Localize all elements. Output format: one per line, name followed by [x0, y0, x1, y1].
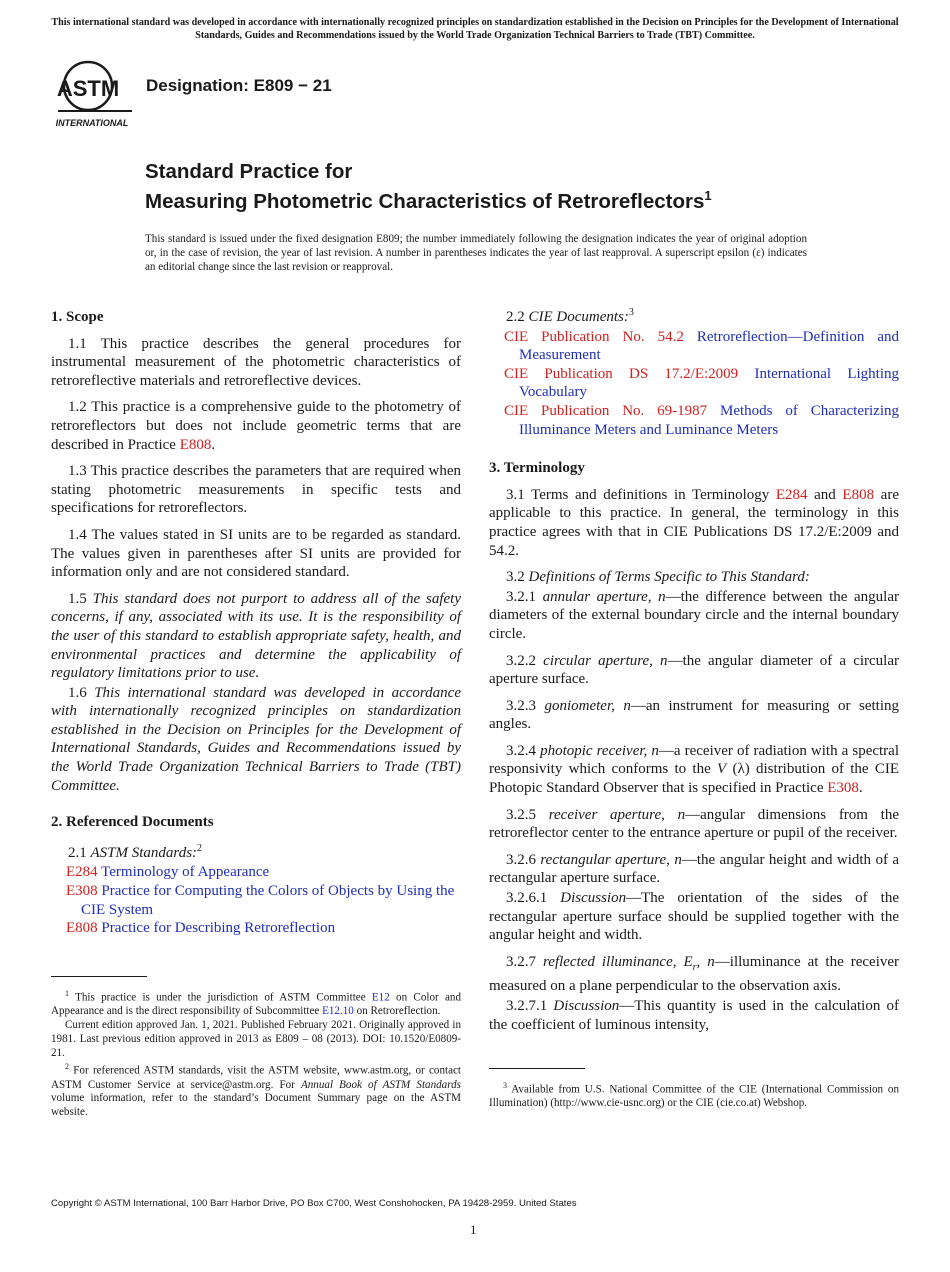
- text: volume information, refer to the standard’s Document Summary page on the ASTM website.: [51, 1092, 461, 1118]
- ref-title[interactable]: Practice for Computing the Colors of Objects by Using the CIE System: [81, 883, 455, 918]
- text: This standard does not purport to address all of the safety concerns, if any, associated with its use. It is the responsibility of the user of this standard to establish appropriate safety, health, and environmental practices and determine the applicability of regulatory limitations prior to use.: [51, 590, 462, 682]
- astm-standards-label: [51, 840, 461, 863]
- text: —illuminance at the receiver measured on a plane perpendicular to the observation axis.: [489, 953, 900, 995]
- num: 3.2.3: [506, 697, 545, 714]
- term: circular aperture, n: [543, 652, 668, 669]
- definition-3-2-7-1: [489, 997, 899, 1034]
- reference-item: [66, 882, 461, 919]
- reference-item: [504, 365, 899, 402]
- text: This international standard was developed in accordance with internationally recognized principles on standardization established in the Decision on Principles for the Development of International Standards, Guides and Recommendations issued by the World Trade Organization Technical Barriers to Trade (TBT) Committee.: [51, 684, 461, 794]
- text: 1.2 This practice is a comprehensive guide to the photometry of retroreflectors but does not include geometric terms that are described in Practice: [51, 399, 461, 453]
- footnote-1-edition: Current edition approved Jan. 1, 2021. Published February 2021. Originally approved in 1981. Last previous edition approved in 2013 as E809 – 08 (2013). DOI: 10.1520/E0809-21.: [51, 1019, 461, 1059]
- text: —angular dimensions from the retroreflector center to the entrance aperture or pupil of the receiver.: [489, 806, 900, 842]
- section-heading-scope: 1. Scope: [51, 309, 104, 325]
- copyright-notice: Copyright © ASTM International, 100 Barr Harbor Drive, PO Box C700, West Conshohocken, PA 19428-2959. United States: [51, 1198, 577, 1209]
- term: reflected illuminance, E: [543, 953, 693, 970]
- text: Available from U.S. National Committee of the CIE (International Commission on Illumination) (http://www.cie-usnc.org) or the CIE (cie.co.at) Webshop.: [489, 1083, 899, 1110]
- paragraph-1-6: [51, 684, 461, 796]
- num: 3.2.6: [506, 851, 541, 868]
- title-text: Measuring Photometric Characteristics of Retroreflectors: [145, 189, 705, 213]
- num: 3.2.1: [506, 588, 543, 605]
- footnote-ref-2[interactable]: 2: [197, 842, 203, 854]
- top-notice: This international standard was developed in accordance with internationally recognized principles on standardization established in the Decision on Principles for the Development of International Standards, Guides and Recommendations issued by the World Trade Organization Technical Barriers to Trade (TBT) Committee.: [51, 17, 899, 41]
- right-column: [489, 304, 899, 1042]
- ref-code[interactable]: E308: [66, 883, 98, 900]
- text: —a receiver of radiation with a spectral responsivity which conforms to the: [489, 742, 900, 778]
- link-e808[interactable]: E808: [179, 436, 212, 453]
- text: ASTM Standards:: [90, 844, 198, 861]
- term: receiver aperture, n: [548, 806, 686, 823]
- text: on Color and Appearance and is the direct responsibility of Subcommittee: [51, 991, 461, 1018]
- section-heading-terminology: 3. Terminology: [489, 460, 585, 477]
- num: 1.6: [68, 684, 95, 701]
- term: Discussion: [560, 890, 627, 907]
- reference-item: [504, 328, 899, 365]
- footnote-2: [51, 1060, 461, 1120]
- reference-item: [66, 919, 461, 938]
- text: .: [211, 436, 216, 453]
- num: 3.2: [506, 569, 529, 586]
- ref-title[interactable]: Terminology of Appearance: [101, 864, 270, 881]
- text: —The orientation of the sides of the rectangular aperture surface should be supplied together with the angular height and width.: [489, 890, 899, 944]
- cie-documents-label: [489, 304, 899, 327]
- reference-item: [66, 863, 461, 882]
- paragraph-1-2: [51, 398, 461, 454]
- text: —This quantity is used in the calculation of the coefficient of luminous intensity,: [489, 998, 900, 1033]
- footnotes-right: [489, 1068, 899, 1111]
- text: Definitions of Terms Specific to This Standard:: [528, 569, 810, 586]
- term: goniometer, n: [544, 697, 631, 714]
- ref-title[interactable]: International Lighting Vocabulary: [519, 365, 900, 401]
- text: (λ) distribution of the CIE Photopic Standard Observer that is specified in Practice: [489, 761, 900, 797]
- ref-code[interactable]: CIE Publication No. 69-1987: [504, 402, 708, 419]
- ref-code[interactable]: CIE Publication DS 17.2/E:2009: [504, 365, 739, 382]
- num: 1.5: [68, 590, 93, 607]
- title-line-2: [145, 184, 712, 214]
- text: —the difference between the angular diameters of the external boundary circle and the internal boundary circle.: [489, 588, 900, 642]
- definition-3-2-3: [489, 697, 899, 734]
- num: 3.2.4: [506, 742, 541, 759]
- astm-reference-list: [66, 863, 461, 937]
- text: on Retroreflection.: [353, 1005, 441, 1018]
- text: are applicable to this practice. In general, the terminology in this practice agrees with that in CIE Publications DS 17.2/E:2009 and 54.2.: [489, 486, 899, 559]
- section-heading-referenced-documents: 2. Referenced Documents: [51, 814, 214, 831]
- paragraph-1-1: 1.1 This practice describes the general procedures for instrumental measurement of the photometric characteristics of retroreflective materials and retroreflective devices.: [51, 335, 461, 389]
- page-number: 1: [470, 1222, 477, 1237]
- symbol: V: [717, 761, 727, 778]
- footnote-marker: 1: [65, 989, 69, 998]
- logo-text: ASTM: [56, 76, 120, 101]
- logo-subtext: INTERNATIONAL: [55, 118, 129, 128]
- text: For referenced ASTM standards, visit the ASTM website, www.astm.org, or contact ASTM Customer Service at service@astm.org. For: [51, 1064, 461, 1091]
- cie-reference-list: [504, 328, 899, 440]
- issue-note: This standard is issued under the fixed designation E809; the number immediately following the designation indicates the year of original adoption or, in the case of revision, the year of last revision. A number in parentheses indicates the year of last reapproval. A superscript epsilon (ε) indicates an editorial change since the last revision or reapproval.: [145, 233, 807, 273]
- num: 3.2.6.1: [506, 890, 561, 907]
- text: —an instrument for measuring or setting angles.: [489, 697, 899, 733]
- footnote-divider: [51, 976, 147, 977]
- term-subscript: r: [692, 961, 697, 973]
- definition-3-2-5: [489, 806, 899, 843]
- link-e808[interactable]: E808: [842, 486, 875, 503]
- title-footnote-ref[interactable]: 1: [704, 188, 712, 203]
- ref-title[interactable]: Retroreflection—Definition and Measurement: [519, 328, 900, 364]
- ref-code[interactable]: CIE Publication No. 54.2: [504, 328, 684, 345]
- num: 3.2.7: [506, 953, 543, 970]
- document-title: [145, 160, 712, 214]
- paragraph-1-3: 1.3 This practice describes the parameters that are required when stating photometric measurements in specific tests and specifications for retroreflectors.: [51, 463, 461, 517]
- term: rectangular aperture, n: [540, 851, 682, 868]
- term: photopic receiver, n: [540, 742, 659, 759]
- footnote-divider: [489, 1068, 585, 1069]
- text: CIE Documents:: [528, 309, 629, 325]
- term: Discussion: [553, 998, 620, 1014]
- num: 3.2.2: [506, 652, 544, 669]
- link-e284[interactable]: E284: [775, 486, 808, 503]
- definition-3-2-2: [489, 652, 899, 689]
- link-e308[interactable]: E308: [827, 780, 859, 797]
- paragraph-1-4: 1.4 The values stated in SI units are to be regarded as standard. The values given in parentheses after SI units are provided for information only and are not considered standard.: [51, 526, 461, 581]
- ref-title[interactable]: Methods of Characterizing Illuminance Meters and Luminance Meters: [519, 402, 899, 438]
- reference-item: [504, 402, 899, 439]
- ref-code[interactable]: E808: [66, 920, 98, 937]
- paragraph-3-2: [489, 568, 899, 587]
- text: This practice is under the jurisdiction of ASTM Committee: [69, 991, 372, 1004]
- text: .: [858, 780, 863, 797]
- left-column: [51, 308, 461, 938]
- text: and: [807, 486, 843, 503]
- num: 2.1: [68, 844, 91, 861]
- paragraph-3-1: [489, 486, 899, 560]
- num: 2.2: [506, 309, 529, 325]
- definition-3-2-1: [489, 588, 899, 644]
- text: —the angular diameter of a circular aperture surface.: [489, 652, 900, 688]
- paragraph-1-5: [51, 590, 461, 683]
- definition-3-2-6-1: [489, 889, 899, 945]
- ref-code[interactable]: E284: [66, 864, 98, 881]
- num: 3.2.7.1: [506, 998, 554, 1014]
- footnote-3: [489, 1079, 899, 1111]
- footnotes-left: [51, 976, 461, 1120]
- footnote-marker: 3: [503, 1081, 507, 1090]
- definition-3-2-6: [489, 851, 899, 888]
- astm-logo-mark: [52, 56, 136, 134]
- num: 3.2.5: [506, 806, 549, 823]
- text: Annual Book of ASTM Standards: [300, 1078, 461, 1091]
- ref-title[interactable]: Practice for Describing Retroreflection: [101, 920, 336, 937]
- footnote-marker: 2: [65, 1062, 69, 1072]
- definition-3-2-4: [489, 742, 899, 798]
- term: annular aperture, n: [542, 588, 666, 605]
- link-e12[interactable]: E12: [371, 991, 390, 1004]
- astm-logo: [52, 56, 136, 134]
- text: 3.1 Terms and definitions in Terminology: [506, 486, 776, 503]
- footnote-1: [51, 987, 461, 1019]
- footnote-ref-3[interactable]: 3: [628, 307, 634, 318]
- title-line-1: Standard Practice for: [145, 160, 353, 183]
- link-e12-10[interactable]: E12.10: [322, 1005, 354, 1018]
- term: , n: [696, 953, 715, 970]
- definition-3-2-7: [489, 953, 899, 996]
- designation: Designation: E809 − 21: [146, 76, 332, 95]
- text: —the angular height and width of a rectangular aperture surface.: [489, 851, 899, 887]
